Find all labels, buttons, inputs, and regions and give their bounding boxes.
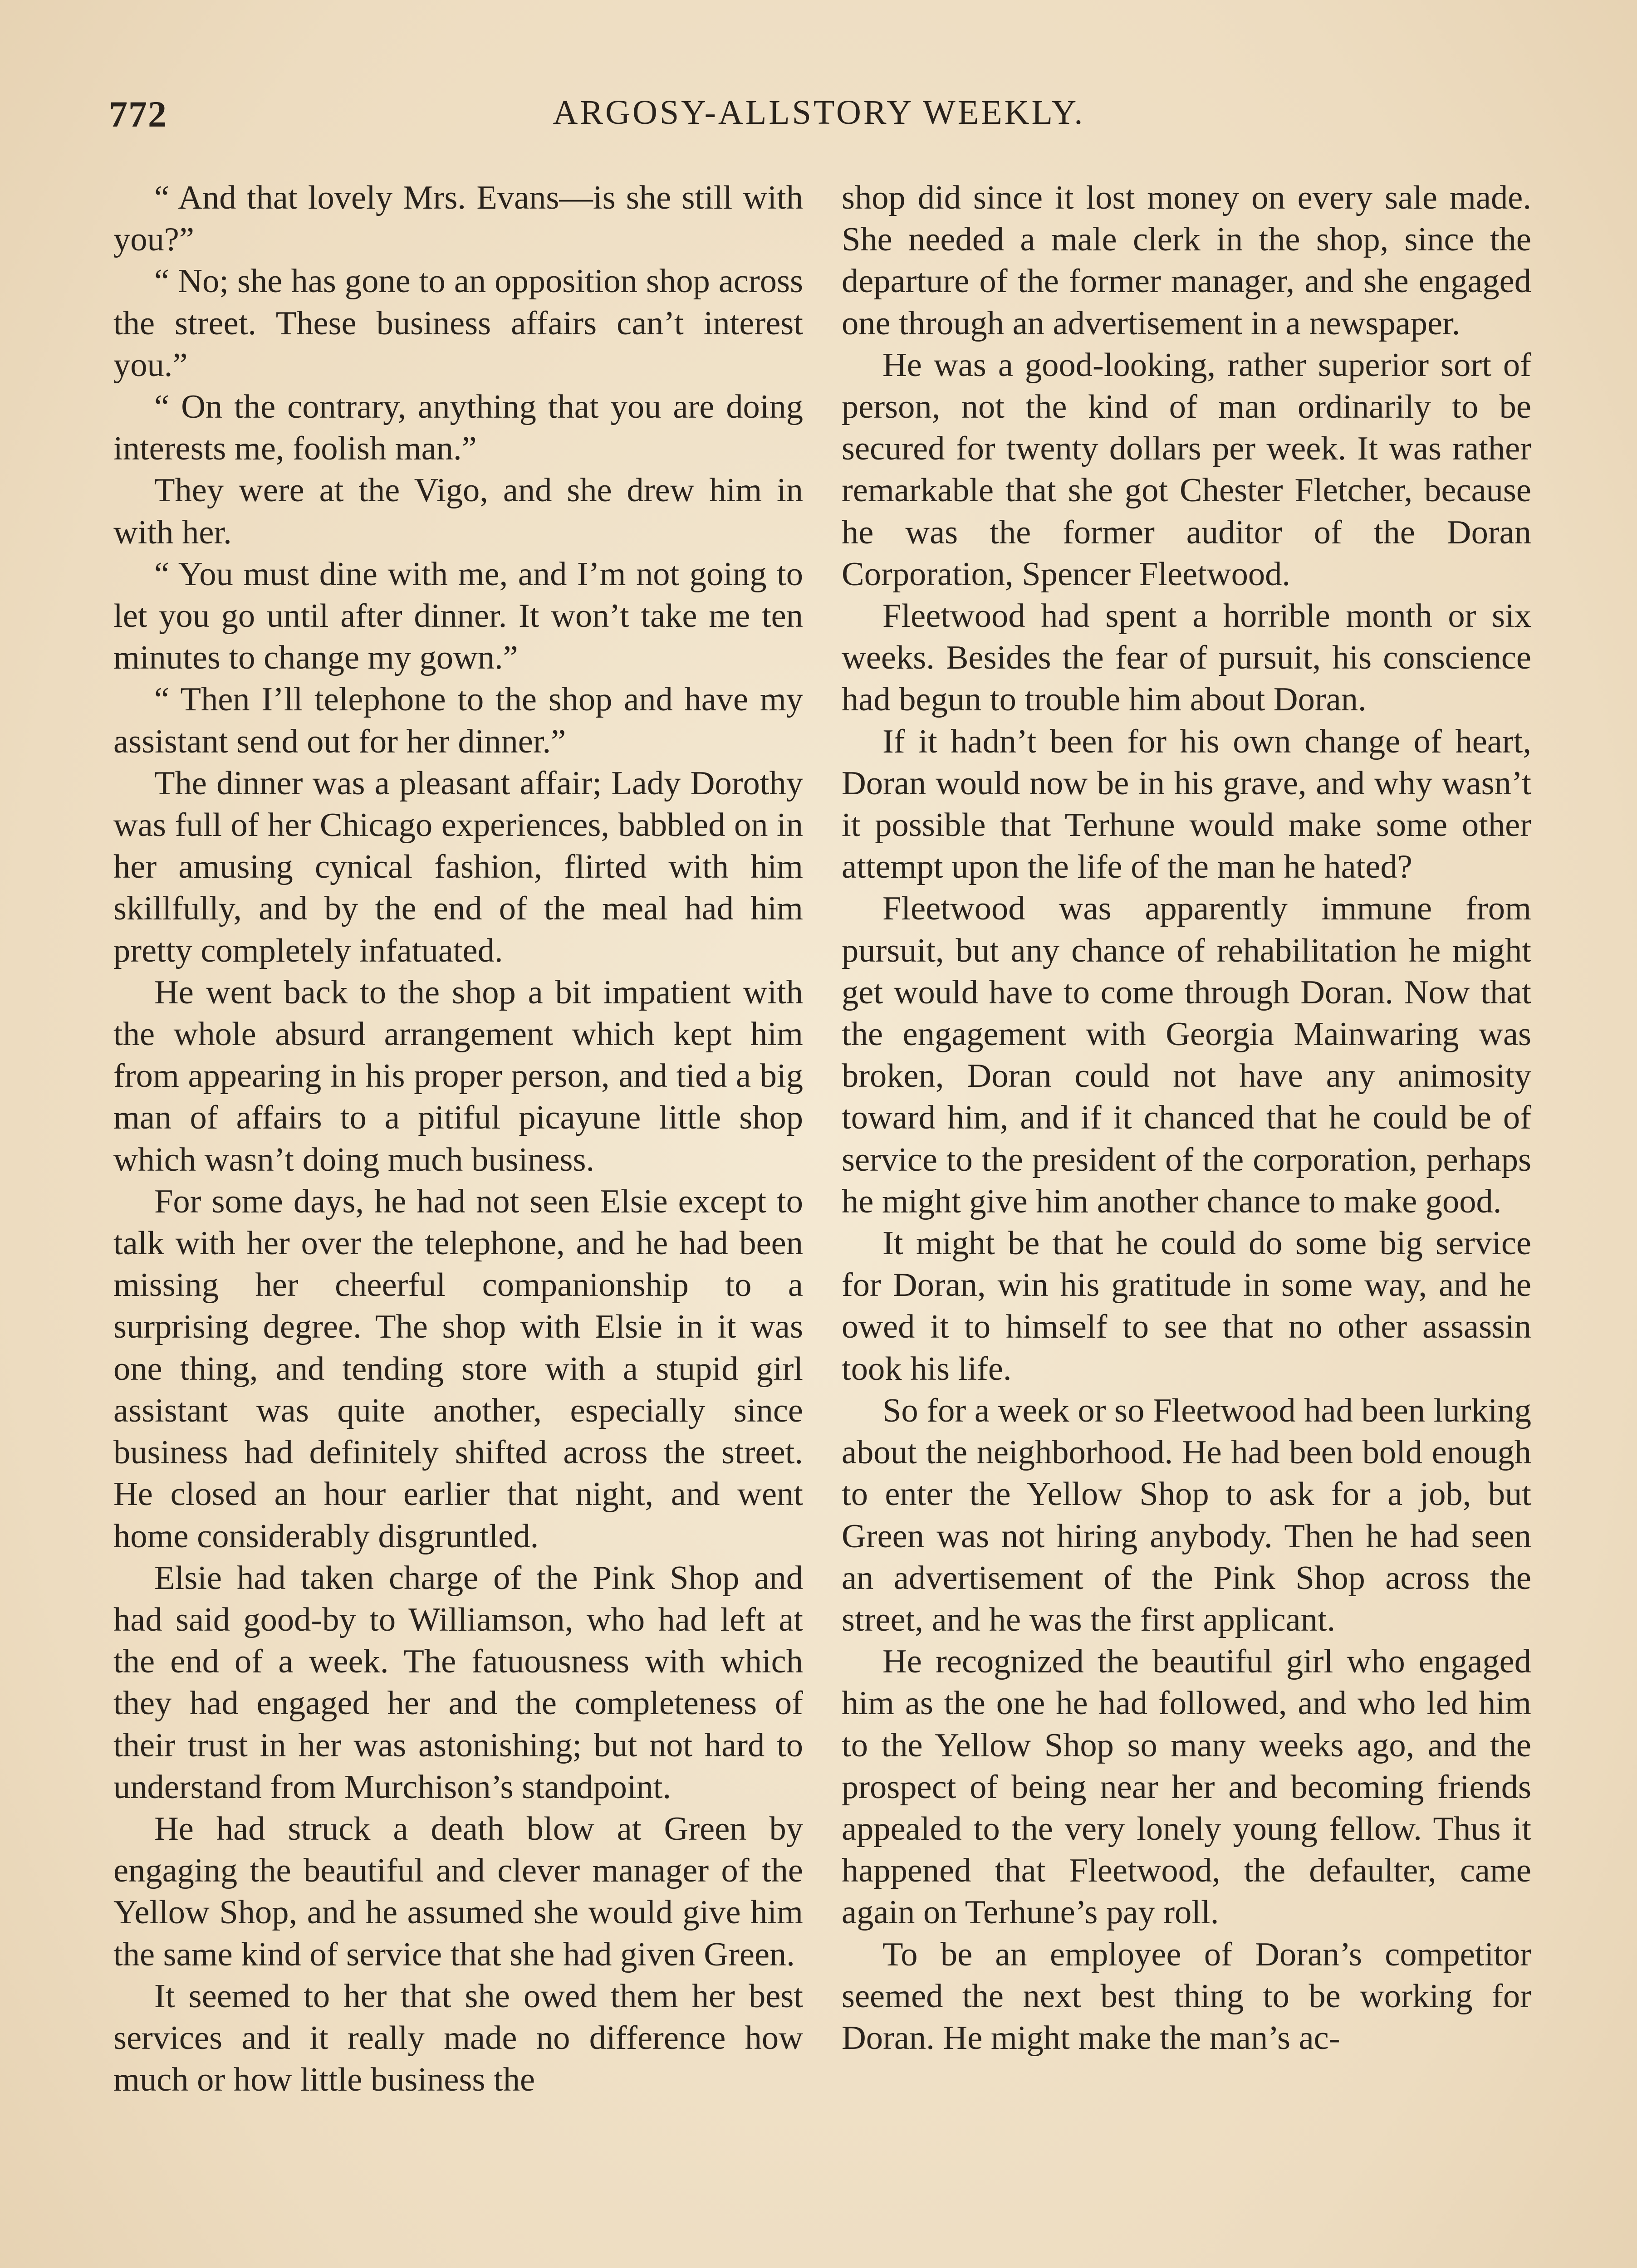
paragraph: “ You must dine with me, and I’m not going to let you go until after dinner. It won’t take me ten minutes to change my gown.” [113, 555, 803, 677]
paragraph: Elsie had taken charge of the Pink Shop and had said good-by to Williamson, who had left at the end of a week. The fatuousness with which they had engaged her and the completeness of their trust in her was astonishing; but not hard to understand from Murchison’s standpoint. [113, 1559, 803, 1806]
paragraph: To be an employee of Doran’s competitor seemed the next best thing to be working for Doran. He might make the man’s ac- [842, 1936, 1531, 2057]
paragraph: He recognized the beautiful girl who engaged him as the one he had followed, and who led him to the Yellow Shop so many weeks ago, and the prospect of being near her and becoming friends appealed to the very lonely young fellow. Thus it happened that Fleetwood, the defaulter, came again on Terhune’s pay roll. [842, 1643, 1531, 1931]
paragraph: Fleetwood had spent a horrible month or six weeks. Besides the fear of pursuit, his conscience had begun to trouble him about Doran. [842, 597, 1531, 719]
paragraph: They were at the Vigo, and she drew him in with her. [113, 472, 803, 551]
page-number: 772 [109, 93, 167, 135]
paragraph: He had struck a death blow at Green by engaging the beautiful and clever manager of the Yellow Shop, and he assumed she would give him the same kind of service that she had given Green. [113, 1810, 803, 1973]
right-column [842, 177, 1531, 2059]
paragraph: Fleetwood was apparently immune from pursuit, but any chance of rehabilitation he might get would have to come through Doran. Now that the engagement with Georgia Mainwaring was broken, Doran could not have any animosity toward him, and if it chanced that he could be of service to the president of the corporation, perhaps he might give him another chance to make good. [842, 890, 1531, 1220]
running-head: ARGOSY-ALLSTORY WEEKLY. [553, 93, 1085, 132]
paragraph-continuation: shop did since it lost money on every sale made. She needed a male clerk in the shop, since the departure of the former manager, and she engaged one through an advertisement in a newspaper. [842, 179, 1531, 342]
paragraph: It seemed to her that she owed them her best services and it really made no difference how much or how little business the [113, 1977, 803, 2099]
paragraph: “ Then I’ll telephone to the shop and have my assistant send out for her dinner.” [113, 681, 803, 760]
paragraph: “ On the contrary, anything that you are doing interests me, foolish man.” [113, 388, 803, 468]
paragraph: So for a week or so Fleetwood had been lurking about the neighborhood. He had been bold enough to enter the Yellow Shop to ask for a job, but Green was not hiring anybody. Then he had seen an advertisement of the Pink Shop across the street, and he was the first applicant. [842, 1392, 1531, 1638]
left-column [113, 177, 803, 2101]
paragraph: If it hadn’t been for his own change of heart, Doran would now be in his grave, and why wasn’t it possible that Terhune would make some other attempt upon the life of the man he hated? [842, 723, 1531, 886]
paragraph: For some days, he had not seen Elsie except to talk with her over the telephone, and he had been missing her cheerful companionship to a surprising degree. The shop with Elsie in it was one thing, and tending store with a stupid girl assistant was quite another, especially since business had definitely shifted across the street. He closed an hour earlier that night, and went home considerably disgruntled. [113, 1183, 803, 1555]
paragraph: He went back to the shop a bit impatient with the whole absurd arrangement which kept him from appearing in his proper person, and tied a big man of affairs to a pitiful picayune little shop which wasn’t doing much business. [113, 973, 803, 1178]
paragraph: He was a good-looking, rather superior sort of person, not the kind of man ordinarily to be secured for twenty dollars per week. It was rather remarkable that she got Chester Fletcher, because he was the former auditor of the Doran Corporation, Spencer Fleetwood. [842, 346, 1531, 593]
paragraph: The dinner was a pleasant affair; Lady Dorothy was full of her Chicago experiences, babbled on in her amusing cynical fashion, flirted with him skillfully, and by the end of the meal had him pretty completely infatuated. [113, 764, 803, 969]
paragraph: It might be that he could do some big service for Doran, win his gratitude in some way, and he owed it to himself to see that no other assassin took his life. [842, 1225, 1531, 1388]
paragraph: “ No; she has gone to an opposition shop across the street. These business affairs can’t interest you.” [113, 263, 803, 384]
page-header [109, 93, 1529, 143]
paragraph: “ And that lovely Mrs. Evans—is she still with you?” [113, 179, 803, 259]
